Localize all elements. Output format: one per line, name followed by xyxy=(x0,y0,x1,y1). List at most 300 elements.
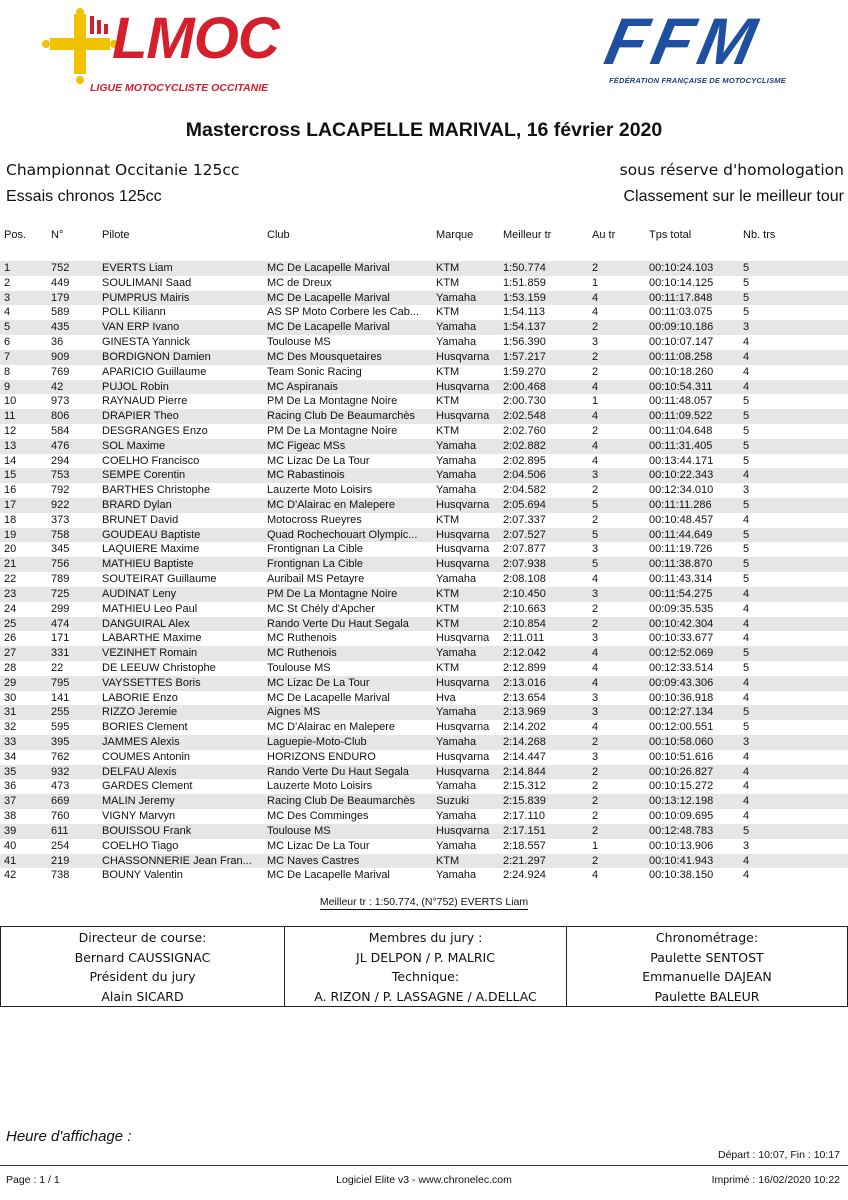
result-best-lap: 2:14.268 xyxy=(503,736,546,748)
result-brand: Husqvarna xyxy=(436,632,490,645)
table-row xyxy=(0,528,848,543)
result-number: 973 xyxy=(51,395,70,408)
result-position: 34 xyxy=(4,750,17,763)
result-brand: Yamaha xyxy=(436,839,477,852)
table-row xyxy=(0,557,848,572)
result-number: 762 xyxy=(51,750,70,763)
result-lap-number: 3 xyxy=(592,469,599,482)
result-club: Lauzerte Moto Loisirs xyxy=(267,484,373,497)
result-number: 42 xyxy=(51,380,64,393)
result-lap-number: 4 xyxy=(592,380,599,393)
result-lap-number: 2 xyxy=(592,736,599,748)
result-pilot: BRARD Dylan xyxy=(102,499,172,511)
result-brand: Husqvarna xyxy=(436,410,490,423)
result-brand: Yamaha xyxy=(436,736,477,748)
header-lap-count: Nb. trs xyxy=(743,229,776,241)
result-best-lap: 1:59.270 xyxy=(503,365,546,378)
table-row xyxy=(0,572,848,587)
result-total-time: 00:12:33.514 xyxy=(649,661,714,674)
lmoc-logo-text: LMOC xyxy=(112,6,279,71)
best-lap-text: Meilleur tr : 1:50.774, (N°752) EVERTS Liam xyxy=(319,896,529,908)
result-lap-number: 2 xyxy=(592,617,599,630)
result-brand: Yamaha xyxy=(436,469,477,482)
result-total-time: 00:10:58.060 xyxy=(649,736,714,748)
result-brand: Husqvarna xyxy=(436,765,490,778)
table-row xyxy=(0,513,848,528)
result-position: 38 xyxy=(4,810,17,823)
result-best-lap: 2:08.108 xyxy=(503,573,546,586)
result-total-time: 00:11:11.286 xyxy=(649,499,712,511)
result-total-time: 00:11:44.649 xyxy=(649,528,713,541)
result-best-lap: 1:57.217 xyxy=(503,350,546,363)
result-lap-number: 4 xyxy=(592,439,599,452)
header-total-time: Tps total xyxy=(649,229,692,241)
officials-line: Membres du jury : xyxy=(368,930,483,945)
result-total-time: 00:10:14.125 xyxy=(649,276,714,289)
officials-box xyxy=(0,926,848,1007)
result-brand: Husqvarna xyxy=(436,499,490,511)
result-lap-count: 4 xyxy=(743,676,750,689)
result-brand: KTM xyxy=(436,424,460,437)
result-brand: Hva xyxy=(436,691,456,704)
result-number: 769 xyxy=(51,365,70,378)
table-row xyxy=(0,809,848,824)
result-lap-number: 4 xyxy=(592,410,599,423)
result-position: 40 xyxy=(4,839,17,852)
result-lap-number: 4 xyxy=(592,676,599,689)
result-pilot: GOUDEAU Baptiste xyxy=(102,528,201,541)
result-best-lap: 2:00.730 xyxy=(503,395,546,408)
result-club: Frontignan La Cible xyxy=(267,558,364,571)
result-number: 449 xyxy=(51,276,70,289)
result-pilot: COUMES Antonin xyxy=(102,750,191,763)
result-total-time: 00:11:17.848 xyxy=(649,291,713,304)
result-pilot: GINESTA Yannick xyxy=(102,336,191,349)
result-lap-number: 2 xyxy=(592,484,599,497)
ffm-logo xyxy=(595,4,810,90)
result-total-time: 00:09:35.535 xyxy=(649,602,714,615)
result-club: Toulouse MS xyxy=(267,824,331,837)
result-lap-count: 5 xyxy=(743,276,750,289)
result-best-lap: 2:02.760 xyxy=(503,424,546,437)
result-position: 42 xyxy=(4,869,17,882)
result-best-lap: 2:02.882 xyxy=(503,439,546,452)
result-brand: Yamaha xyxy=(436,291,477,304)
result-lap-count: 5 xyxy=(743,410,750,423)
officials-line: A. RIZON / P. LASSAGNE / A.DELLAC xyxy=(314,988,537,1004)
result-best-lap: 2:24.924 xyxy=(503,869,546,882)
result-position: 41 xyxy=(4,854,17,867)
result-club: MC De Lacapelle Marival xyxy=(267,262,390,274)
result-brand: KTM xyxy=(436,854,460,867)
table-row xyxy=(0,261,848,276)
result-pilot: VAYSSETTES Boris xyxy=(102,676,201,689)
result-best-lap: 2:10.854 xyxy=(503,617,546,630)
result-pilot: VIGNY Marvyn xyxy=(102,810,176,823)
result-total-time: 00:11:43.314 xyxy=(649,573,713,586)
table-row xyxy=(0,676,848,691)
result-total-time: 00:11:19.726 xyxy=(649,543,713,556)
result-position: 32 xyxy=(4,721,17,734)
result-best-lap: 2:15.839 xyxy=(503,795,546,808)
result-total-time: 00:09:43.306 xyxy=(649,676,714,689)
result-position: 3 xyxy=(4,291,11,304)
result-number: 669 xyxy=(51,795,70,808)
result-pilot: BARTHES Christophe xyxy=(102,484,211,497)
result-pilot: MALIN Jeremy xyxy=(102,795,175,808)
result-lap-count: 3 xyxy=(743,839,750,852)
result-club: MC Figeac MSs xyxy=(267,439,346,452)
result-position: 37 xyxy=(4,795,17,808)
table-row xyxy=(0,542,848,557)
result-pilot: BOUISSOU Frank xyxy=(102,824,192,837)
result-number: 299 xyxy=(51,602,70,615)
result-total-time: 00:10:48.457 xyxy=(649,513,714,526)
result-lap-count: 4 xyxy=(743,336,750,349)
result-position: 29 xyxy=(4,676,17,689)
result-lap-count: 4 xyxy=(743,750,750,763)
result-total-time: 00:10:38.150 xyxy=(649,869,714,882)
result-number: 294 xyxy=(51,454,70,467)
result-best-lap: 2:13.016 xyxy=(503,676,546,689)
table-row xyxy=(0,439,848,454)
result-lap-count: 5 xyxy=(743,306,750,319)
table-row xyxy=(0,839,848,854)
result-best-lap: 2:12.042 xyxy=(503,647,546,660)
result-club: Frontignan La Cible xyxy=(267,543,364,556)
result-club: MC Aspiranais xyxy=(267,380,338,393)
table-row xyxy=(0,854,848,869)
result-total-time: 00:12:52.069 xyxy=(649,647,714,660)
result-club: Lauzerte Moto Loisirs xyxy=(267,780,373,793)
result-total-time: 00:10:36.918 xyxy=(649,691,714,704)
table-row xyxy=(0,409,848,424)
result-position: 15 xyxy=(4,469,17,482)
result-club: MC Lizac De La Tour xyxy=(267,454,370,467)
result-lap-count: 4 xyxy=(743,350,750,363)
result-club: HORIZONS ENDURO xyxy=(267,750,376,763)
result-position: 8 xyxy=(4,365,11,378)
result-position: 33 xyxy=(4,736,17,748)
result-total-time: 00:10:13.906 xyxy=(649,839,714,852)
result-lap-count: 5 xyxy=(743,721,750,734)
table-row xyxy=(0,779,848,794)
result-number: 752 xyxy=(51,262,70,274)
result-number: 725 xyxy=(51,587,70,600)
result-pilot: GARDES Clement xyxy=(102,780,193,793)
result-lap-count: 5 xyxy=(743,424,750,437)
header-position: Pos. xyxy=(4,229,27,241)
result-pilot: LABARTHE Maxime xyxy=(102,632,202,645)
result-brand: KTM xyxy=(436,365,460,378)
result-number: 795 xyxy=(51,676,70,689)
table-row xyxy=(0,483,848,498)
result-brand: Husqvarna xyxy=(436,676,490,689)
result-pilot: DE LEEUW Christophe xyxy=(102,661,216,674)
result-lap-count: 4 xyxy=(743,365,750,378)
result-position: 14 xyxy=(4,454,17,467)
ranking-mode-label: Classement sur le meilleur tour xyxy=(623,188,844,205)
result-brand: Husqvarna xyxy=(436,750,490,763)
result-pilot: PUMPRUS Mairis xyxy=(102,291,190,304)
result-number: 738 xyxy=(51,869,70,882)
result-position: 5 xyxy=(4,321,11,334)
result-brand: Yamaha xyxy=(436,321,477,334)
officials-race-director xyxy=(1,927,284,1006)
result-lap-count: 3 xyxy=(743,736,750,748)
result-lap-count: 4 xyxy=(743,854,750,867)
result-pilot: MATHIEU Leo Paul xyxy=(102,602,198,615)
result-position: 22 xyxy=(4,573,17,586)
result-number: 589 xyxy=(51,306,70,319)
officials-line: Directeur de course: xyxy=(78,930,207,945)
result-lap-count: 4 xyxy=(743,810,750,823)
result-number: 254 xyxy=(51,839,70,852)
result-brand: Husqvarna xyxy=(436,558,490,571)
result-number: 792 xyxy=(51,484,70,497)
result-lap-number: 2 xyxy=(592,262,599,274)
table-row xyxy=(0,750,848,765)
result-lap-number: 2 xyxy=(592,795,599,808)
result-club: MC De Lacapelle Marival xyxy=(267,691,390,704)
result-lap-number: 1 xyxy=(592,839,599,852)
result-number: 373 xyxy=(51,513,70,526)
result-brand: Husqvarna xyxy=(436,528,490,541)
result-pilot: DELFAU Alexis xyxy=(102,765,177,778)
result-brand: KTM xyxy=(436,276,460,289)
result-brand: KTM xyxy=(436,587,460,600)
result-number: 595 xyxy=(51,721,70,734)
software-credit: Logiciel Elite v3 - www.chronelec.com xyxy=(336,1174,512,1186)
result-pilot: DANGUIRAL Alex xyxy=(102,617,190,630)
result-club: MC Des Mousquetaires xyxy=(267,350,382,363)
result-pilot: APARICIO Guillaume xyxy=(102,365,207,378)
result-pilot: LAQUIERE Maxime xyxy=(102,543,200,556)
result-position: 2 xyxy=(4,276,11,289)
result-lap-number: 2 xyxy=(592,854,599,867)
result-pilot: BRUNET David xyxy=(102,513,179,526)
officials-line: Paulette SENTOST xyxy=(650,949,764,965)
result-position: 4 xyxy=(4,306,11,319)
result-lap-number: 2 xyxy=(592,780,599,793)
result-pilot: LABORIE Enzo xyxy=(102,691,178,704)
result-position: 23 xyxy=(4,587,17,600)
result-lap-number: 4 xyxy=(592,306,599,319)
footer-divider xyxy=(0,1165,848,1166)
officials-jury xyxy=(284,927,566,1006)
result-lap-count: 5 xyxy=(743,558,750,571)
result-total-time: 00:10:42.304 xyxy=(649,617,714,630)
result-club: MC Des Comminges xyxy=(267,810,369,823)
result-number: 753 xyxy=(51,469,70,482)
result-position: 26 xyxy=(4,632,17,645)
result-brand: KTM xyxy=(436,617,460,630)
table-row xyxy=(0,468,848,483)
result-best-lap: 2:17.151 xyxy=(503,824,546,837)
result-position: 24 xyxy=(4,602,17,615)
result-pilot: COELHO Tiago xyxy=(102,839,179,852)
result-number: 331 xyxy=(51,647,70,660)
result-lap-count: 5 xyxy=(743,543,750,556)
result-lap-count: 5 xyxy=(743,262,750,274)
result-pilot: RIZZO Jeremie xyxy=(102,706,178,719)
result-lap-count: 5 xyxy=(743,647,750,660)
result-pilot: JAMMES Alexis xyxy=(102,736,180,748)
result-club: MC Lizac De La Tour xyxy=(267,839,370,852)
result-total-time: 00:11:04.648 xyxy=(649,424,713,437)
result-position: 1 xyxy=(4,262,11,274)
table-row xyxy=(0,424,848,439)
header-brand: Marque xyxy=(436,229,474,241)
table-row xyxy=(0,365,848,380)
result-position: 20 xyxy=(4,543,17,556)
result-best-lap: 1:53.159 xyxy=(503,291,546,304)
result-club: MC De Lacapelle Marival xyxy=(267,869,390,882)
result-number: 179 xyxy=(51,291,70,304)
result-lap-count: 3 xyxy=(743,484,750,497)
result-best-lap: 2:05.694 xyxy=(503,499,546,511)
result-lap-number: 2 xyxy=(592,513,599,526)
result-total-time: 00:10:51.616 xyxy=(649,750,714,763)
session-label: Essais chronos 125cc xyxy=(6,188,162,205)
result-pilot: COELHO Francisco xyxy=(102,454,200,467)
result-position: 11 xyxy=(4,410,16,423)
result-club: MC de Dreux xyxy=(267,276,332,289)
table-row xyxy=(0,498,848,513)
table-row xyxy=(0,765,848,780)
header-number: N° xyxy=(51,229,64,241)
result-brand: Yamaha xyxy=(436,780,477,793)
result-lap-count: 4 xyxy=(743,587,750,600)
table-row xyxy=(0,276,848,291)
result-lap-number: 3 xyxy=(592,543,599,556)
table-row xyxy=(0,291,848,306)
page-number: Page : 1 / 1 xyxy=(6,1174,60,1186)
result-total-time: 00:09:10.186 xyxy=(649,321,714,334)
table-row xyxy=(0,631,848,646)
result-pilot: VAN ERP Ivano xyxy=(102,321,180,334)
result-brand: Husqvarna xyxy=(436,350,490,363)
result-brand: KTM xyxy=(436,661,460,674)
result-lap-count: 4 xyxy=(743,602,750,615)
result-lap-number: 3 xyxy=(592,750,599,763)
result-total-time: 00:10:24.103 xyxy=(649,262,714,274)
result-best-lap: 2:04.506 xyxy=(503,469,546,482)
result-club: MC Lizac De La Tour xyxy=(267,676,370,689)
result-pilot: VEZINHET Romain xyxy=(102,647,198,660)
result-number: 36 xyxy=(51,336,64,349)
result-number: 806 xyxy=(51,410,70,423)
result-lap-number: 5 xyxy=(592,499,599,511)
result-best-lap: 2:07.877 xyxy=(503,543,546,556)
table-row xyxy=(0,720,848,735)
result-lap-count: 4 xyxy=(743,780,750,793)
result-position: 35 xyxy=(4,765,17,778)
result-position: 9 xyxy=(4,380,11,393)
result-total-time: 00:11:09.522 xyxy=(649,410,713,423)
result-total-time: 00:12:27.134 xyxy=(649,706,714,719)
result-number: 909 xyxy=(51,350,70,363)
result-brand: Yamaha xyxy=(436,454,477,467)
result-lap-count: 4 xyxy=(743,513,750,526)
result-pilot: RAYNAUD Pierre xyxy=(102,395,188,408)
result-best-lap: 2:02.548 xyxy=(503,410,546,423)
posting-time-label: Heure d'affichage : xyxy=(6,1128,132,1145)
table-row xyxy=(0,868,848,883)
table-row xyxy=(0,454,848,469)
lmoc-logo xyxy=(40,6,290,96)
officials-line: Chronométrage: xyxy=(655,930,759,945)
result-brand: Husqvarna xyxy=(436,824,490,837)
result-best-lap: 2:10.663 xyxy=(503,602,546,615)
result-total-time: 00:11:31.405 xyxy=(649,439,713,452)
result-position: 25 xyxy=(4,617,17,630)
result-total-time: 00:10:09.695 xyxy=(649,810,714,823)
result-club: MC Ruthenois xyxy=(267,647,337,660)
result-brand: Suzuki xyxy=(436,795,470,808)
occitan-cross-icon xyxy=(40,6,120,86)
best-lap-summary xyxy=(0,896,848,908)
result-number: 473 xyxy=(51,780,70,793)
result-lap-number: 3 xyxy=(592,691,599,704)
result-lap-number: 3 xyxy=(592,336,599,349)
table-row xyxy=(0,617,848,632)
result-club: MC Ruthenois xyxy=(267,632,337,645)
result-lap-count: 5 xyxy=(743,454,750,467)
result-lap-count: 5 xyxy=(743,291,750,304)
result-position: 36 xyxy=(4,780,17,793)
table-row xyxy=(0,646,848,661)
result-club: PM De La Montagne Noire xyxy=(267,395,398,408)
result-position: 31 xyxy=(4,706,17,719)
result-best-lap: 2:18.557 xyxy=(503,839,546,852)
results-table xyxy=(0,261,848,883)
result-brand: Husqvarna xyxy=(436,721,490,734)
result-lap-count: 5 xyxy=(743,528,750,541)
result-pilot: MATHIEU Baptiste xyxy=(102,558,194,571)
result-best-lap: 2:00.468 xyxy=(503,380,546,393)
result-total-time: 00:10:18.260 xyxy=(649,365,714,378)
result-lap-count: 4 xyxy=(743,869,750,882)
result-total-time: 00:11:08.258 xyxy=(649,350,713,363)
result-number: 255 xyxy=(51,706,70,719)
result-best-lap: 2:07.337 xyxy=(503,513,546,526)
result-number: 760 xyxy=(51,810,70,823)
result-total-time: 00:12:34.010 xyxy=(649,484,714,497)
result-position: 12 xyxy=(4,424,17,437)
result-brand: Husqvarna xyxy=(436,380,490,393)
result-total-time: 00:12:00.551 xyxy=(649,721,714,734)
result-total-time: 00:10:41.943 xyxy=(649,854,714,867)
result-total-time: 00:10:22.343 xyxy=(649,469,714,482)
result-brand: KTM xyxy=(436,262,460,274)
result-club: MC Rabastinois xyxy=(267,469,345,482)
result-lap-number: 4 xyxy=(592,661,599,674)
result-number: 756 xyxy=(51,558,70,571)
result-position: 6 xyxy=(4,336,11,349)
result-lap-count: 5 xyxy=(743,661,750,674)
table-row xyxy=(0,320,848,335)
result-lap-count: 4 xyxy=(743,632,750,645)
result-club: Racing Club De Beaumarchès xyxy=(267,795,415,808)
result-club: Rando Verte Du Haut Segala xyxy=(267,617,409,630)
homologation-note: sous réserve d'homologation xyxy=(619,161,844,179)
result-lap-number: 3 xyxy=(592,706,599,719)
result-lap-number: 3 xyxy=(592,632,599,645)
result-total-time: 00:13:44.171 xyxy=(649,454,714,467)
result-brand: Yamaha xyxy=(436,573,477,586)
result-best-lap: 1:56.390 xyxy=(503,336,546,349)
